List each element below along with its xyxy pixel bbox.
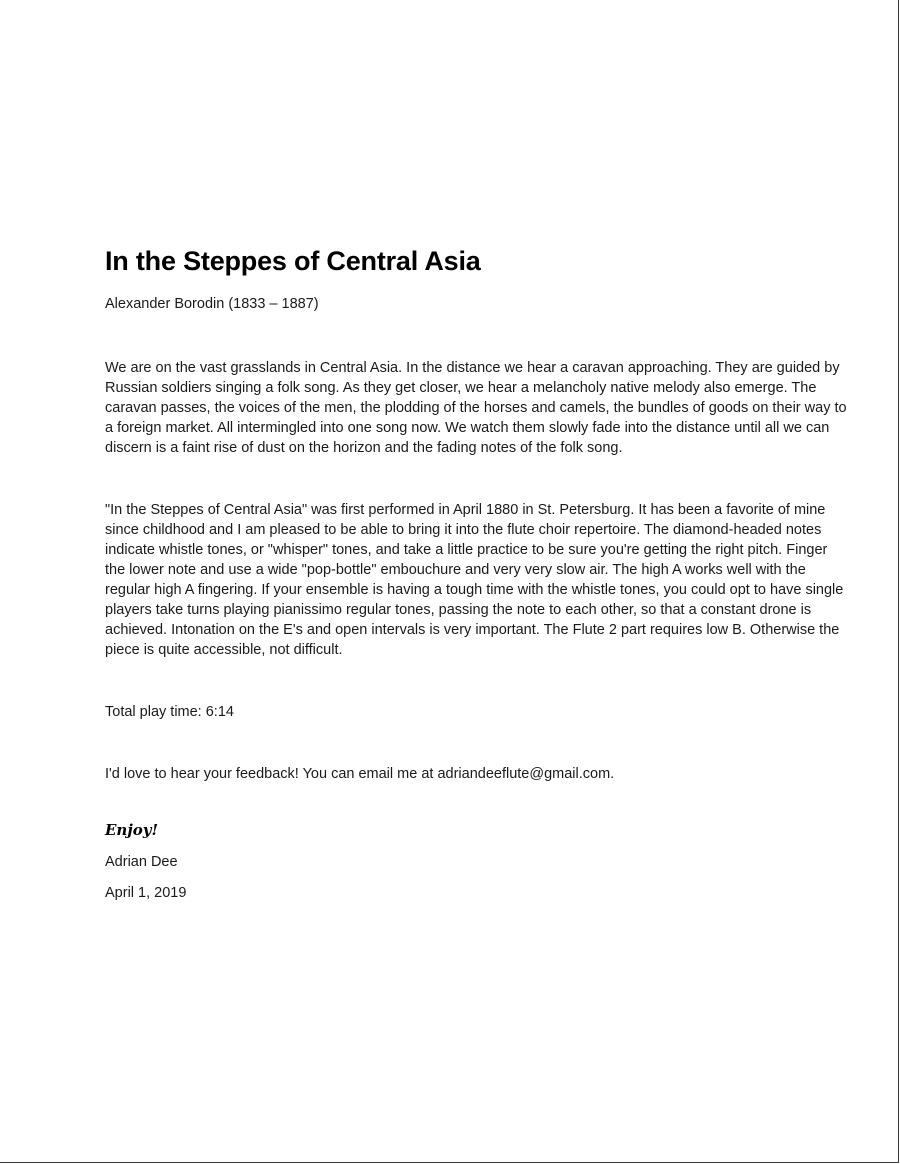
composer-credit: Alexander Borodin (1833 – 1887)	[105, 296, 319, 312]
author-name: Adrian Dee	[105, 854, 178, 870]
performance-notes-paragraph: "In the Steppes of Central Asia" was first performed in April 1880 in St. Petersburg. It has been a favorite of mine since childhood and I am pleased to be able to bring it into the flute choir repertoire. The diamond-headed notes indicate whistle tones, or "whisper" tones, and take a little practice to be sure you're getting the right pitch. Finger the lower note and use a wide "pop-bottle" embouchure and very very slow air. The high A works well with the regular high A fingering. If your ensemble is having a tough time with the whistle tones, you could opt to have single players take turns playing pianissimo regular tones, passing the note to each other, so that a constant drone is achieved. Intonation on the E's and open intervals is very important. The Flute 2 part requires low B. Otherwise the piece is quite accessible, not difficult.	[105, 502, 844, 658]
document-date: April 1, 2019	[105, 885, 187, 901]
document-content	[105, 242, 850, 903]
document-title: In the Steppes of Central Asia	[105, 246, 481, 276]
closing-signoff: Enjoy!	[105, 821, 159, 839]
play-time: Total play time: 6:14	[105, 704, 234, 720]
feedback-note: I'd love to hear your feedback! You can email me at adriandeeflute@gmail.com.	[105, 766, 615, 782]
description-paragraph: We are on the vast grasslands in Central Asia. In the distance we hear a caravan approaching. They are guided by Russian soldiers singing a folk song. As they get closer, we hear a melancholy native melody also emerge. The caravan passes, the voices of the men, the plodding of the horses and camels, the bundles of goods on their way to a foreign market. All intermingled into one song now. We watch them slowly fade into the distance until all we can discern is a faint rise of dust on the horizon and the fading notes of the folk song.	[105, 360, 847, 456]
